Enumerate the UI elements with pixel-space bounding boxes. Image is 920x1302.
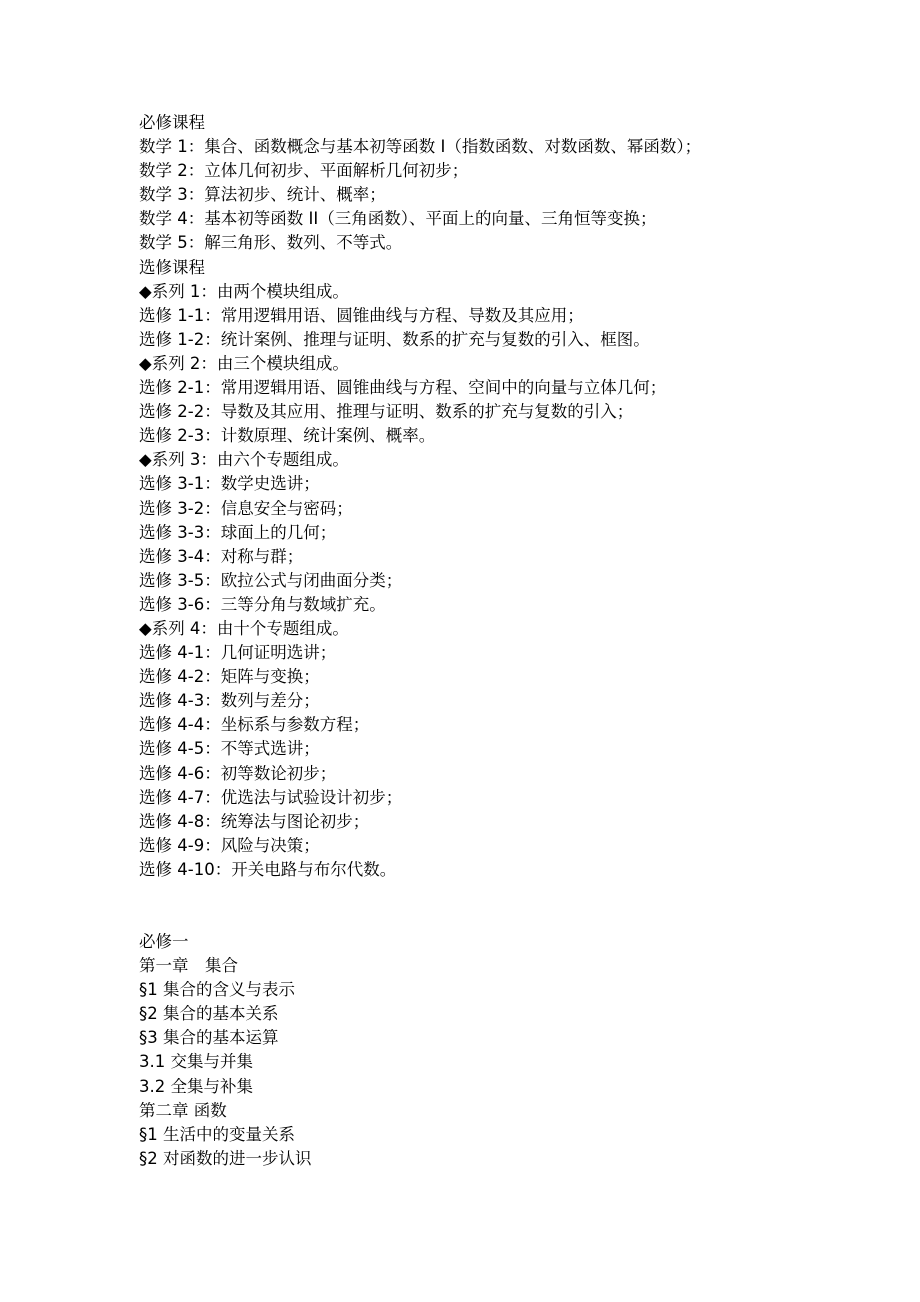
- required-course-math4: 数学 4：基本初等函数 II（三角函数）、平面上的向量、三角恒等变换；: [139, 209, 657, 229]
- required-course-math3: 数学 3：算法初步、统计、概率；: [139, 185, 386, 205]
- required-course-math1: 数学 1：集合、函数概念与基本初等函数 I（指数函数、对数函数、幂函数）；: [139, 137, 702, 157]
- section-2-1: §1 生活中的变量关系: [139, 1124, 295, 1144]
- section-1-1: §1 集合的含义与表示: [139, 980, 295, 1000]
- elective-4-3: 选修 4-3：数列与差分；: [139, 691, 320, 711]
- subsection-3-2: 3.2 全集与补集: [139, 1076, 253, 1096]
- elective-1-1: 选修 1-1：常用逻辑用语、圆锥曲线与方程、导数及其应用；: [139, 305, 584, 325]
- elective-3-1: 选修 3-1：数学史选讲；: [139, 474, 320, 494]
- elective-3-6: 选修 3-6：三等分角与数域扩充。: [139, 594, 386, 614]
- section-1-3: §3 集合的基本运算: [139, 1028, 279, 1048]
- chapter-1-heading: 第一章 集合: [139, 956, 238, 976]
- elective-4-9: 选修 4-9：风险与决策；: [139, 835, 320, 855]
- elective-1-2: 选修 1-2：统计案例、推理与证明、数系的扩充与复数的引入、框图。: [139, 329, 650, 349]
- subsection-3-1: 3.1 交集与并集: [139, 1052, 253, 1072]
- document-page: [139, 111, 859, 1171]
- elective-4-10: 选修 4-10：开关电路与布尔代数。: [139, 859, 397, 879]
- required-course-math5: 数学 5：解三角形、数列、不等式。: [139, 233, 403, 253]
- section-1-2: §2 集合的基本关系: [139, 1004, 279, 1024]
- elective-4-5: 选修 4-5：不等式选讲；: [139, 739, 320, 759]
- required-course-math2: 数学 2：立体几何初步、平面解析几何初步；: [139, 161, 469, 181]
- elective-4-1: 选修 4-1：几何证明选讲；: [139, 643, 337, 663]
- elective-courses-heading: 选修课程: [139, 257, 205, 277]
- elective-4-8: 选修 4-8：统筹法与图论初步；: [139, 811, 370, 831]
- elective-2-1: 选修 2-1：常用逻辑用语、圆锥曲线与方程、空间中的向量与立体几何；: [139, 378, 667, 398]
- series-2-title: ◆系列 2：由三个模块组成。: [139, 353, 349, 373]
- elective-3-2: 选修 3-2：信息安全与密码；: [139, 498, 353, 518]
- elective-4-6: 选修 4-6：初等数论初步；: [139, 763, 337, 783]
- elective-2-3: 选修 2-3：计数原理、统计案例、概率。: [139, 426, 436, 446]
- required-courses-heading: 必修课程: [139, 113, 205, 132]
- chapter-2-heading: 第二章 函数: [139, 1100, 227, 1120]
- book1-title: 必修一: [139, 932, 189, 951]
- series-1-title: ◆系列 1：由两个模块组成。: [139, 281, 349, 301]
- elective-4-4: 选修 4-4：坐标系与参数方程；: [139, 715, 370, 735]
- elective-3-4: 选修 3-4：对称与群；: [139, 546, 304, 566]
- elective-3-5: 选修 3-5：欧拉公式与闭曲面分类；: [139, 570, 403, 590]
- blank-gap: [139, 882, 859, 930]
- section-2-2: §2 对函数的进一步认识: [139, 1148, 312, 1168]
- elective-2-2: 选修 2-2：导数及其应用、推理与证明、数系的扩充与复数的引入；: [139, 402, 634, 422]
- series-3-title: ◆系列 3：由六个专题组成。: [139, 450, 349, 470]
- series-4-title: ◆系列 4：由十个专题组成。: [139, 618, 349, 638]
- elective-4-7: 选修 4-7：优选法与试验设计初步；: [139, 787, 403, 807]
- elective-3-3: 选修 3-3：球面上的几何；: [139, 522, 337, 542]
- elective-4-2: 选修 4-2：矩阵与变换；: [139, 667, 320, 687]
